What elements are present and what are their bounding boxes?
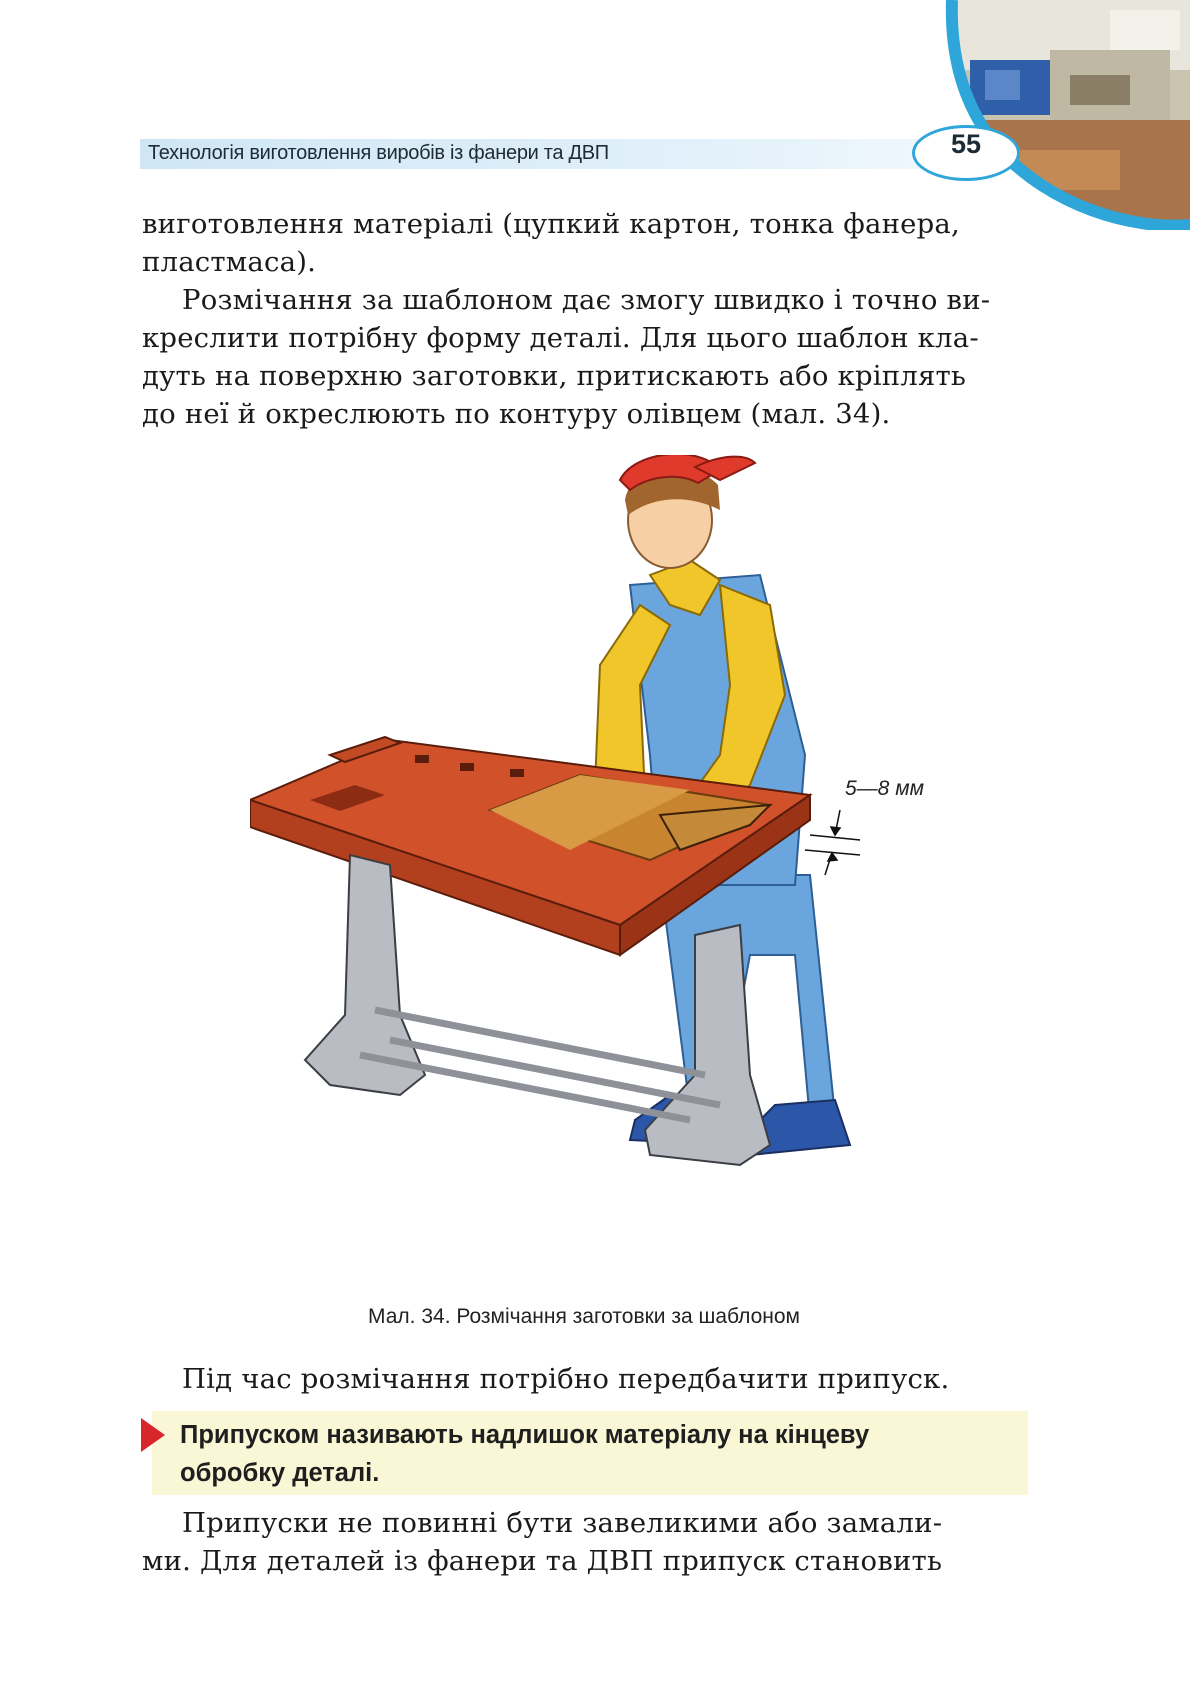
definition-marker-icon (141, 1418, 165, 1452)
text-line: до неї й окреслюють по контуру олівцем (мал. 34). (142, 398, 891, 430)
definition-line: обробку деталі. (180, 1459, 380, 1487)
paragraph-4 (142, 1504, 1030, 1580)
text-line: Припуски не повинні бути завеликими або замали- (182, 1507, 943, 1539)
figure-caption: Мал. 34. Розмічання заготовки за шаблоном (368, 1305, 800, 1328)
paragraph-1 (142, 205, 1030, 281)
text-line: пластмаса). (142, 246, 317, 278)
paragraph-2 (142, 281, 1030, 433)
workbench (250, 737, 810, 1165)
text-line: ми. Для деталей із фанери та ДВП припуск становить (142, 1545, 943, 1577)
text-line: виготовлення матеріалі (цупкий картон, тонка фанера, (142, 208, 960, 240)
dimension-marker (805, 810, 860, 875)
definition-line: Припуском називають надлишок матеріалу на кінцеву (180, 1421, 870, 1449)
text-line: креслити потрібну форму деталі. Для цього шаблон кла- (142, 322, 979, 354)
text-line: дуть на поверхню заготовки, притискають або кріплять (142, 360, 967, 392)
running-title: Технологія виготовлення виробів із фанери та ДВП (148, 142, 609, 164)
paragraph-3: Під час розмічання потрібно передбачити припуск. (182, 1363, 950, 1395)
workbench-illustration (250, 455, 1030, 1285)
dimension-label: 5—8 мм (845, 777, 924, 800)
definition-text (180, 1416, 1020, 1492)
page-number: 55 (950, 129, 982, 159)
text-line: Розмічання за шаблоном дає змогу швидко і точно ви- (182, 284, 991, 316)
corner-photo (930, 0, 1190, 230)
